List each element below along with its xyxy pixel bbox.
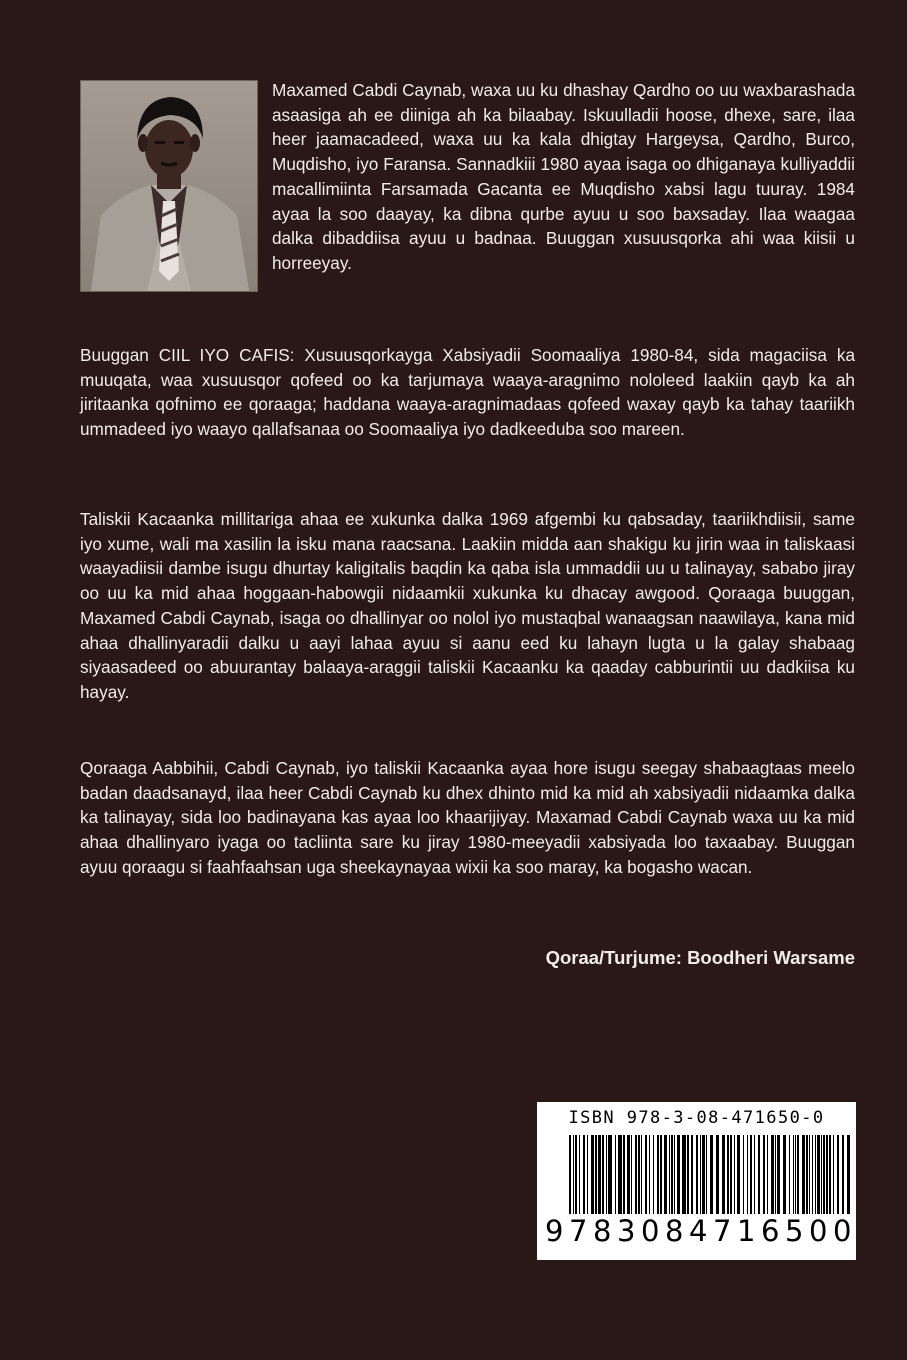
- barcode-bar: [682, 1135, 686, 1215]
- barcode-bar: [758, 1135, 760, 1215]
- barcode-bar: [696, 1135, 698, 1215]
- barcode-bar: [809, 1135, 810, 1215]
- barcode-bar: [687, 1135, 689, 1215]
- barcode-bar: [583, 1135, 585, 1215]
- barcode-bar: [750, 1135, 752, 1215]
- author-photo: [80, 80, 258, 292]
- isbn-barcode: [537, 1102, 856, 1260]
- barcode-bar: [595, 1135, 597, 1215]
- barcode-bar: [664, 1135, 667, 1215]
- author-credit: Qoraa/Turjume: Boodheri Warsame: [545, 947, 855, 968]
- barcode-bar: [608, 1135, 612, 1215]
- barcode-bar: [833, 1135, 834, 1215]
- barcode-bar: [602, 1135, 604, 1215]
- barcode-bar: [727, 1135, 729, 1215]
- barcode-digit: 7: [569, 1214, 588, 1248]
- barcode-bar: [631, 1135, 632, 1215]
- barcode-digit: 8: [593, 1214, 612, 1248]
- barcode-bar: [657, 1135, 659, 1215]
- barcode-bar: [815, 1135, 816, 1215]
- barcode-bar: [669, 1135, 670, 1215]
- barcode-bar: [797, 1135, 799, 1215]
- barcode-bar: [793, 1135, 794, 1215]
- barcode-bar: [775, 1135, 776, 1215]
- barcode-bar: [817, 1135, 820, 1215]
- barcode-bar: [645, 1135, 647, 1215]
- barcode-bar: [826, 1135, 828, 1215]
- barcode-bar: [763, 1135, 765, 1215]
- barcode-bar: [587, 1135, 588, 1215]
- barcode-bar: [638, 1135, 640, 1215]
- barcode-bar: [743, 1135, 744, 1215]
- barcode-bar: [591, 1135, 594, 1215]
- barcode-bar: [653, 1135, 654, 1215]
- barcode-bar: [754, 1135, 755, 1215]
- barcode-digit: 3: [617, 1214, 636, 1248]
- isbn-label: ISBN 978-3-08-471650-0: [568, 1108, 825, 1128]
- barcode-bar: [842, 1135, 844, 1215]
- barcode-bar: [737, 1135, 740, 1215]
- barcode-digit: 0: [833, 1214, 852, 1248]
- barcode-digit: 8: [665, 1214, 684, 1248]
- barcode-bar: [677, 1135, 680, 1215]
- barcode-digit: 0: [809, 1214, 828, 1248]
- barcode-bar: [598, 1135, 601, 1215]
- barcode-bar: [702, 1135, 705, 1215]
- barcode-bar: [691, 1135, 693, 1215]
- description-paragraph-2: Taliskii Kacaanka millitariga ahaa ee xukunka dalka 1969 afgembi ku qabsaday, taariikhdiisii, same iyo xume, wali ma xasilin la isku mana raacsana. Laakiin midda aan shakigu ku jirin waa in taliskaasi waayadiisii dambe isugu dhurtay kaligitalis baqdin ka qaba isla ummaddii uu u talinayay, sababo jiray oo uu ka mid ahaa hoggaan-habowgii nidaamkii xukunka ku dhacay awgood. Qoraaga buuggan, Maxamed Cabdi Caynab, isaga oo dhallinyar oo nolol iyo mustaqbal wanaagsan naawilaya, kana mid ahaa dhallinyaradii dalku u aayi lahaa ayuu si aanu eed ku lahayn lugta u la galay shabaag siyaasadeed oo abuurantay balaaya-araggii taliskii Kacaanku ka qaaday cabburintii uu dadkiisa ku hayay.: [80, 509, 855, 702]
- barcode-bar: [823, 1135, 825, 1215]
- barcode-bar: [716, 1135, 719, 1215]
- barcode-bar: [806, 1135, 808, 1215]
- barcode-bar: [730, 1135, 732, 1215]
- barcode-bar: [660, 1135, 662, 1215]
- author-bio: Maxamed Cabdi Caynab, waxa uu ku dhashay Qardho oo uu waxbarashada asaasiga ah ee diiniga ah ka bilaabay. Iskuulladii hoose, dhexe, sare, ilaa heer jaamacadeed, waxa uu ka kala dhigtay Hargeysa, Qardho, Burco, Muqdisho, iyo Faransa. Sannadkiii 1980 ayaa isaga oo dhiganaya kulliyaddii macallimiinta Farsamada Gacanta ee Muqdisho xabsi lagu tuuray. 1984 ayaa la soo daayay, ka dibna qurbe ayuu u soo baxsaday. Ilaa waagaa dalka dibaddiisa ayuu u badnaa. Buuggan xusuusqorka ahi waa kiisii u horreeyay.: [272, 80, 855, 273]
- barcode-digit: 4: [689, 1214, 708, 1248]
- barcode-bar: [821, 1135, 822, 1215]
- description-paragraph-3: Qoraaga Aabbihii, Cabdi Caynab, iyo taliskii Kacaanka ayaa hore isugu seegay shabaagtaas meelo badan daadsanayd, ilaa heer Cabdi Caynab ku dhex dhinto mid ka mid ah xabsiyadii nidaamka dalka ka talinayay, sida loo badinayana kas ayaa loo khaarijiyay. Maxamad Cabdi Caynab waxa uu ka mid ahaa dhallinyaro iyaga oo tacliinta sare ku jiray 1980-meeyadii xabsiyada loo taxaabay. Buuggan ayuu qoraagu si faahfaahsan uga sheekaynayaa wixii ka soo maray, ka bogasho wacan.: [80, 758, 855, 877]
- barcode-bar: [573, 1135, 574, 1215]
- barcode-bar: [700, 1135, 701, 1215]
- barcode-bar: [837, 1135, 839, 1215]
- barcode-bar: [789, 1135, 790, 1215]
- barcode-bar: [575, 1135, 577, 1215]
- barcode-bar: [641, 1135, 642, 1215]
- barcode-bar: [579, 1135, 580, 1215]
- barcode-bar: [627, 1135, 630, 1215]
- barcode-digit: 7: [713, 1214, 732, 1248]
- author-portrait: [81, 81, 257, 291]
- barcode-bar: [777, 1135, 780, 1215]
- barcode-digit: 5: [785, 1214, 804, 1248]
- barcode-bar: [623, 1135, 625, 1215]
- barcode-bar: [771, 1135, 774, 1215]
- description-paragraph-1: Buuggan CIIL IYO CAFIS: Xusuusqorkayga Xabsiyadii Soomaaliya 1980-84, sida magaciisa ka muuqata, waa xusuusqor qofeed oo ka tarjumaya waaya-aragnimo nololeed laakiin qayb ka ah jiritaanka qofnimo ee qoraaga; haddana waaya-aragnimadaas qofeed waxay qayb ka tahay taariikh ummadeed iyo waayo qallafsanaa oo Soomaaliya iyo dadkeeduba soo mareen.: [80, 345, 855, 440]
- barcode-bar: [722, 1135, 725, 1215]
- barcode-bar: [802, 1135, 805, 1215]
- barcode-bar: [606, 1135, 607, 1215]
- barcode-bar: [829, 1135, 831, 1215]
- barcode-bar: [767, 1135, 768, 1215]
- barcode-bar: [649, 1135, 650, 1215]
- barcode-digit: 6: [761, 1214, 780, 1248]
- barcode-bar: [795, 1135, 796, 1215]
- barcode-bar: [674, 1135, 675, 1215]
- barcode-digit: 1: [737, 1214, 756, 1248]
- barcode-bar: [671, 1135, 673, 1215]
- barcode-bar: [747, 1135, 748, 1215]
- barcode-bar: [783, 1135, 786, 1215]
- barcode-digit: 0: [641, 1214, 660, 1248]
- barcode-bar: [618, 1135, 622, 1215]
- barcode-digit: 9: [545, 1214, 564, 1248]
- barcode-bar: [615, 1135, 616, 1215]
- barcode-bar: [734, 1135, 735, 1215]
- barcode-number: [545, 1214, 852, 1248]
- barcode-bar: [812, 1135, 813, 1215]
- barcode-bar: [635, 1135, 637, 1215]
